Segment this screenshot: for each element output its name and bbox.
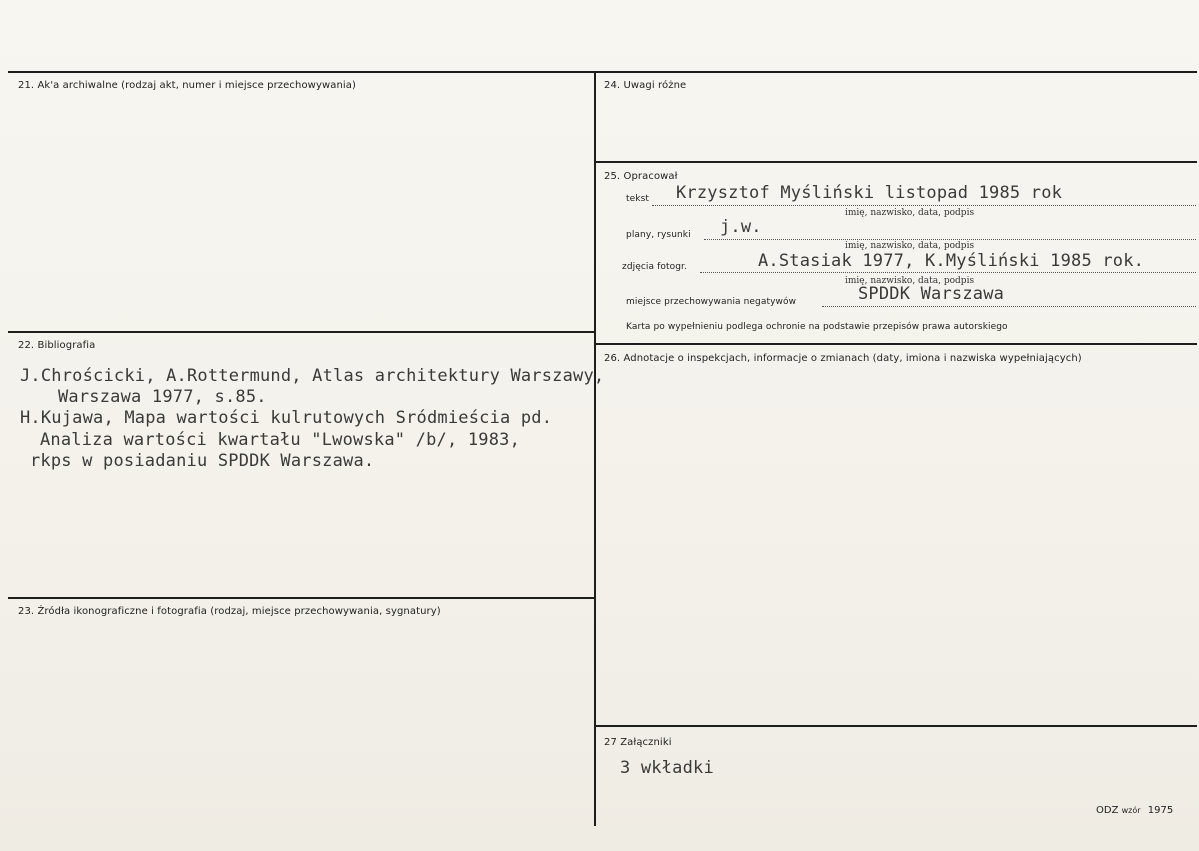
plany-caption: imię, nazwisko, data, podpis	[845, 241, 975, 251]
form-code-odz: ODZ	[1096, 805, 1119, 816]
tekst-caption: imię, nazwisko, data, podpis	[845, 208, 975, 218]
tekst-dotline	[652, 205, 1196, 206]
field-27-label: 27 Załączniki	[604, 737, 672, 748]
tekst-value: Krzysztof Myśliński listopad 1985 rok	[676, 183, 1063, 203]
bibliography-line-3: H.Kujawa, Mapa wartości kulrutowych Sródmieścia pd.	[20, 408, 553, 428]
tekst-label: tekst	[626, 194, 649, 204]
rule-right-24-25	[596, 161, 1197, 163]
zdjecia-value: A.Stasiak 1977, K.Myśliński 1985 rok.	[758, 251, 1145, 271]
field-24-label: 24. Uwagi różne	[604, 80, 687, 91]
zdjecia-caption: imię, nazwisko, data, podpis	[845, 276, 975, 286]
rule-right-25-26	[596, 343, 1197, 345]
rule-right-26-27	[596, 725, 1197, 727]
field-21-label: 21. Ak'a archiwalne (rodzaj akt, numer i miejsce przechowywania)	[18, 80, 357, 91]
field-23-label: 23. Źródła ikonograficzne i fotografia (rodzaj, miejsce przechowywania, sygnatury)	[18, 606, 441, 617]
negatywy-dotline	[822, 306, 1196, 307]
bibliography-line-4: Analiza wartości kwartału "Lwowska" /b/, 1983,	[40, 430, 521, 450]
copyright-notice: Karta po wypełnieniu podlega ochronie na podstawie przepisów prawa autorskiego	[626, 322, 1008, 332]
plany-label: plany, rysunki	[626, 230, 691, 240]
plany-dotline	[704, 239, 1196, 240]
form-code-wzor: wzór	[1121, 806, 1141, 815]
attachments-value: 3 wkładki	[620, 758, 714, 778]
form-code	[1096, 805, 1173, 816]
form-code-year: 1975	[1147, 805, 1174, 816]
zdjecia-label: zdjęcia fotogr.	[622, 262, 687, 272]
bibliography-line-2: Warszawa 1977, s.85.	[58, 387, 267, 407]
field-22-label: 22. Bibliografia	[18, 340, 96, 351]
zdjecia-dotline	[700, 272, 1196, 273]
field-26-label: 26. Adnotacje o inspekcjach, informacje o zmianach (daty, imiona i nazwiska wypełniających)	[604, 353, 1082, 364]
negatywy-label: miejsce przechowywania negatywów	[626, 297, 797, 307]
plany-value: j.w.	[720, 217, 762, 237]
rule-left-22-23	[8, 597, 594, 599]
top-rule	[8, 71, 1197, 73]
bibliography-line-1: J.Chrościcki, A.Rottermund, Atlas architektury Warszawy,	[20, 366, 605, 386]
center-vertical-rule	[594, 71, 596, 826]
bibliography-line-5: rkps w posiadaniu SPDDK Warszawa.	[30, 451, 375, 471]
negatywy-value: SPDDK Warszawa	[858, 284, 1005, 304]
field-25-label: 25. Opracował	[604, 171, 678, 182]
rule-left-21-22	[8, 331, 594, 333]
